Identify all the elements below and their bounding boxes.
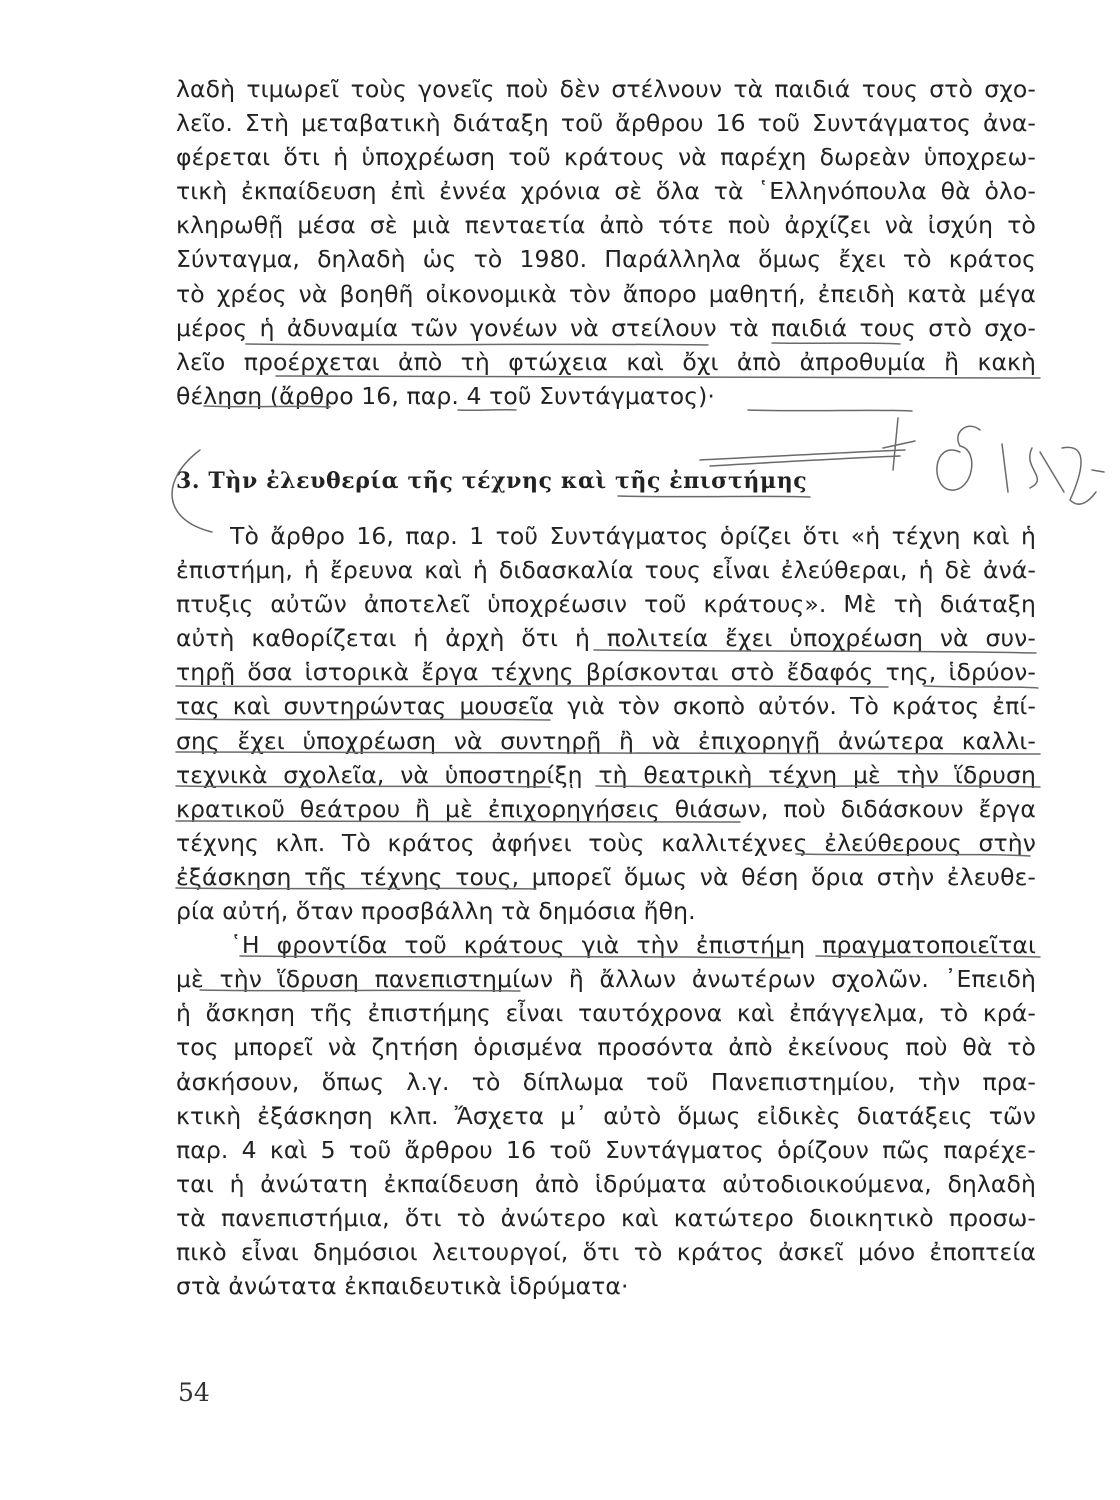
pen-underline	[618, 496, 810, 497]
pen-scribble	[937, 426, 980, 490]
text-line: κρατικοῦ θεάτρου ἢ μὲ ἐπιχορηγήσεις θιάσων, ποὺ διδάσκουν ἔργα	[176, 794, 1036, 823]
text-line: τὰ πανεπιστήμια, ὅτι τὸ ἀνώτερο καὶ κατώτερο διοικητικὸ προσω-	[176, 1203, 1036, 1232]
text-line: Σύνταγμα, δηλαδὴ ὡς τὸ 1980. Παράλληλα ὅμως ἔχει τὸ κράτος	[176, 245, 1036, 274]
text-line: αὐτὴ καθορίζεται ἡ ἀρχὴ ὅτι ἡ πολιτεία ἔχει ὑποχρέωση νὰ συν-	[176, 624, 1036, 653]
pen-scribble	[1062, 447, 1096, 504]
text-line: τέχνης κλπ. Τὸ κράτος ἀφήνει τοὺς καλλιτέχνες ἐλεύθερους στὴν	[176, 828, 1036, 857]
pen-scribble	[893, 418, 898, 470]
text-line: στὰ ἀνώτατα ἐκπαιδευτικὰ ἱδρύματα·	[176, 1272, 629, 1301]
text-line: μὲ τὴν ἵδρυση πανεπιστημίων ἢ ἄλλων ἀνωτέρων σχολῶν. ᾽Επειδὴ	[176, 965, 1036, 994]
text-line: τικὴ ἐκπαίδευση ἐπὶ ἐννέα χρόνια σὲ ὅλα τὰ ῾Ελληνόπουλα θὰ ὁλο-	[176, 177, 1036, 206]
text-line: λαδὴ τιμωρεῖ τοὺς γονεῖς ποὺ δὲν στέλνουν τὰ παιδιά τους στὸ σχο-	[176, 75, 1036, 103]
page-number: 54	[178, 1378, 210, 1407]
paragraph-compulsory-education	[176, 72, 1036, 413]
text-line: Τὸ ἄρθρο 16, παρ. 1 τοῦ Συντάγματος ὁρίζει ὅτι «ἡ τέχνη καὶ ἡ	[230, 522, 1036, 550]
text-line: ἐξάσκηση τῆς τέχνης τους, μπορεῖ ὅμως νὰ θέση ὅρια στὴν ἐλευθε-	[176, 862, 1036, 891]
text-line: ρία αὐτή, ὅταν προσβάλλη τὰ δημόσια ἤθη.	[176, 897, 696, 926]
pen-scribble	[883, 441, 915, 448]
text-line: τεχνικὰ σχολεῖα, νὰ ὑποστηρίξῃ τὴ θεατρικὴ τέχνη μὲ τὴν ἵδρυση	[176, 760, 1036, 789]
paragraph-art-and-science	[176, 519, 1036, 1303]
text-line: ἡ ἄσκηση τῆς ἐπιστήμης εἶναι ταυτόχρονα καὶ ἐπάγγελμα, τὸ κρά-	[176, 999, 1036, 1028]
pen-strike	[710, 456, 900, 466]
text-line: τας καὶ συντηρώντας μουσεῖα γιὰ τὸν σκοπὸ αὐτόν. Τὸ κράτος ἐπί-	[176, 692, 1036, 721]
pen-scribble	[1092, 470, 1104, 472]
text-line: θέληση (ἄρθρο 16, παρ. 4 τοῦ Συντάγματος)·	[176, 381, 715, 410]
text-line: κληρωθῇ μέσα σὲ μιὰ πενταετία ἀπὸ τότε ποὺ ἀρχίζει νὰ ἰσχύη τὸ	[176, 211, 1036, 240]
text-line: μέρος ἡ ἀδυναμία τῶν γονέων νὰ στείλουν τὰ παιδιά τους στὸ σχο-	[176, 313, 1036, 342]
section-heading: 3. Τὴν ἐλευθερία τῆς τέχνης καὶ τῆς ἐπιστήμης	[176, 468, 808, 494]
text-line: τὸ χρέος νὰ βοηθῆ οἰκονομικὰ τὸν ἄπορο μαθητή, ἐπειδὴ κατὰ μέγα	[176, 279, 1036, 308]
text-line: ῾Η φροντίδα τοῦ κράτους γιὰ τὴν ἐπιστήμη πραγματοποιεῖται	[230, 931, 1036, 960]
text-line: ται ἡ ἀνώτατη ἐκπαίδευση ἀπὸ ἱδρύματα αὐτοδιοικούμενα, δηλαδὴ	[176, 1169, 1036, 1198]
text-line: πτυξις αὐτῶν ἀποτελεῖ ὑποχρέωσιν τοῦ κράτους». Μὲ τὴ διάταξη	[176, 590, 1036, 619]
text-line: παρ. 4 καὶ 5 τοῦ ἄρθρου 16 τοῦ Συντάγματος ὁρίζουν πῶς παρέχε-	[176, 1135, 1036, 1164]
text-line: λεῖο προέρχεται ἀπὸ τὴ φτώχεια καὶ ὄχι ἀπὸ ἀπροθυμία ἢ κακὴ	[176, 347, 1036, 376]
text-line: φέρεται ὅτι ἡ ὑποχρέωση τοῦ κράτους νὰ παρέχη δωρεὰν ὑποχρεω-	[176, 143, 1036, 172]
pen-scribble	[1002, 444, 1008, 492]
text-line: ἐπιστήμη, ἡ ἔρευνα καὶ ἡ διδασκαλία τους εἶναι ἐλεύθεραι, ἡ δὲ ἀνά-	[176, 556, 1036, 585]
text-line: πικὸ εἶναι δημόσιοι λειτουργοί, ὅτι τὸ κράτος ἀσκεῖ μόνο ἐποπτεία	[176, 1237, 1036, 1266]
text-line: τος μπορεῖ νὰ ζητήση ὁρισμένα προσόντα ἀπὸ ἐκείνους ποὺ θὰ τὸ	[176, 1033, 1036, 1062]
text-line: κτικὴ ἐξάσκηση κλπ. Ἄσχετα μ᾽ αὐτὸ ὅμως εἰδικὲς διατάξεις τῶν	[176, 1101, 1036, 1130]
text-line: ἀσκήσουν, ὅπως λ.γ. τὸ δίπλωμα τοῦ Πανεπιστημίου, τὴν πρα-	[176, 1067, 1036, 1096]
text-line: σης ἔχει ὑποχρέωση νὰ συντηρῇ ἢ νὰ ἐπιχορηγῇ ἀνώτερα καλλι-	[176, 726, 1036, 755]
pen-scribble	[1030, 448, 1064, 492]
text-line: λεῖο. Στὴ μεταβατικὴ διάταξη τοῦ ἄρθρου 16 τοῦ Συντάγματος ἀνα-	[176, 109, 1036, 138]
pen-strike	[700, 450, 905, 460]
text-line: τηρῇ ὅσα ἱστορικὰ ἔργα τέχνης βρίσκονται στὸ ἔδαφός της, ἱδρύον-	[176, 658, 1036, 687]
